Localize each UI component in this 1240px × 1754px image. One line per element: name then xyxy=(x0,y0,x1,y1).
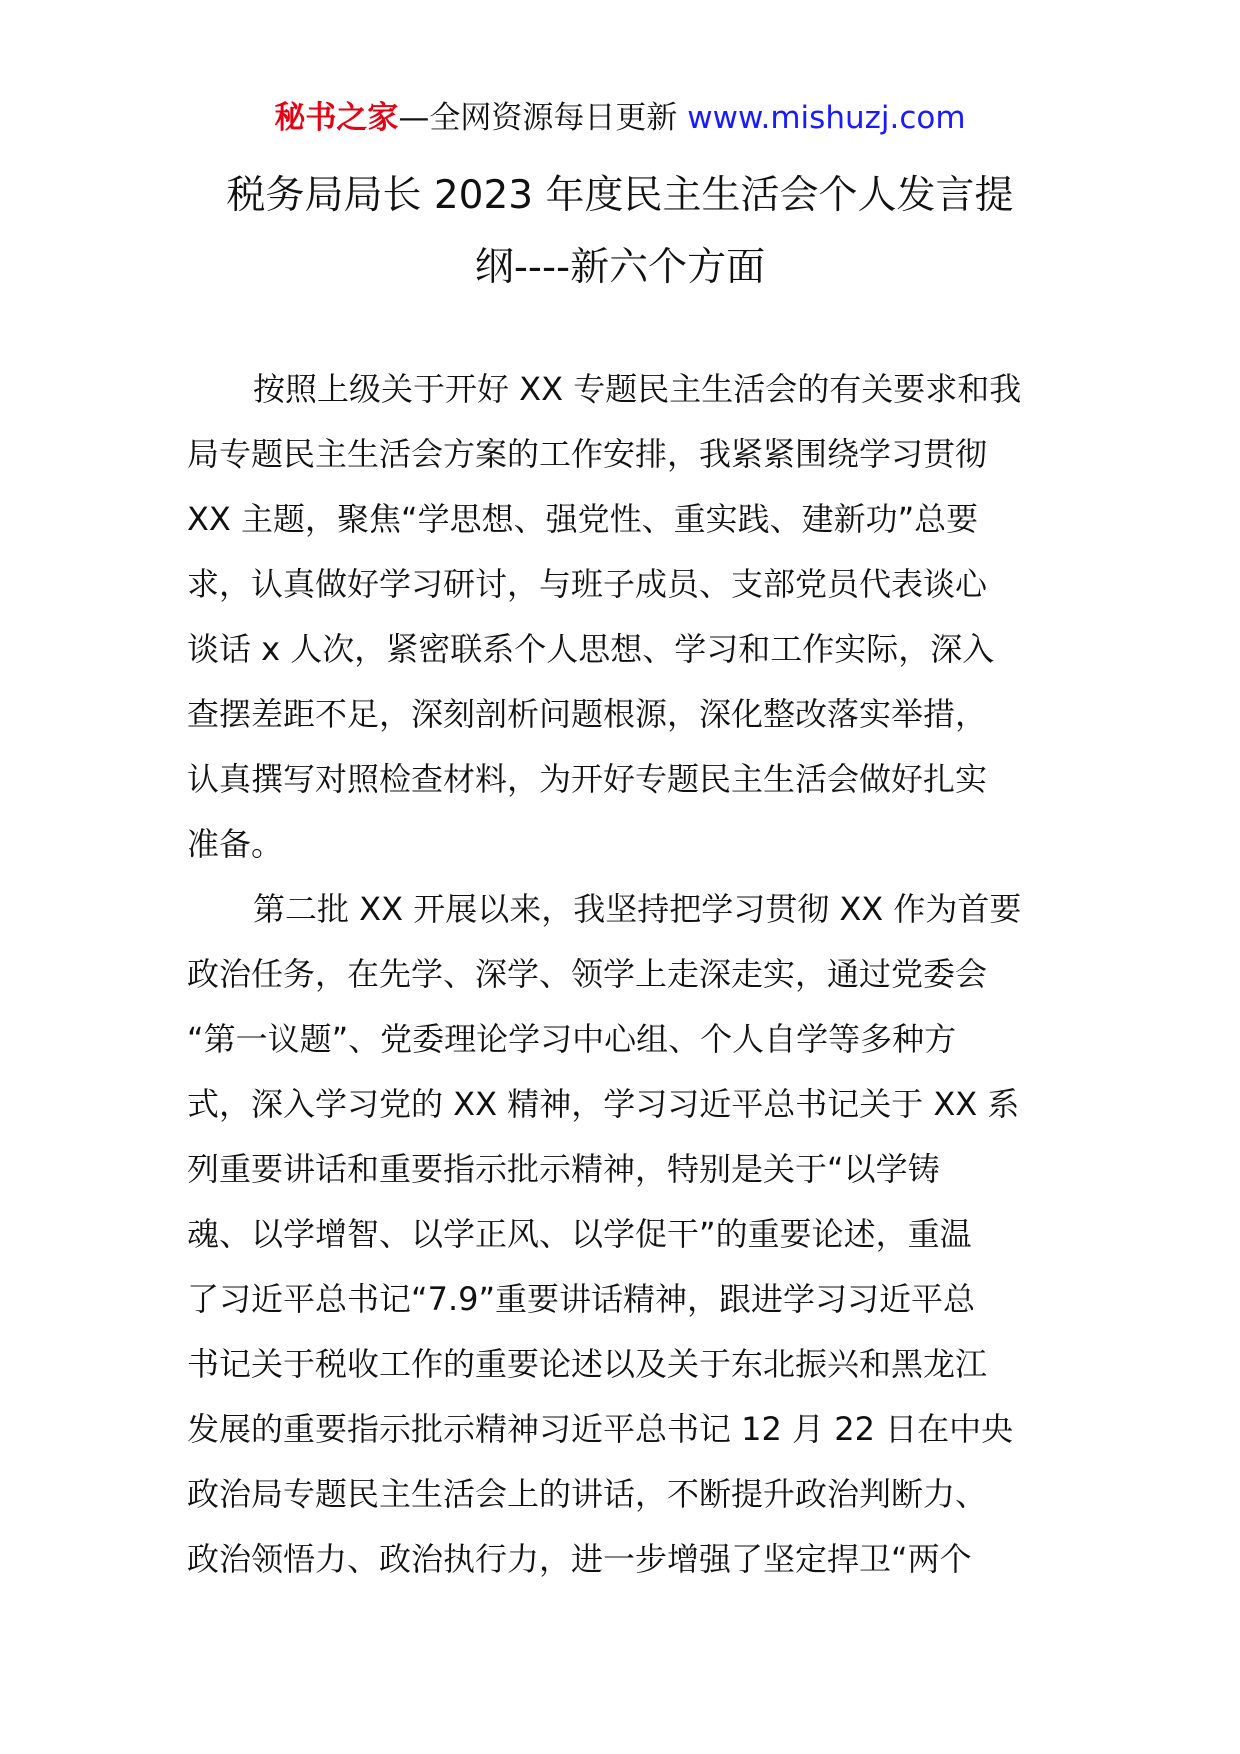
paragraph-line: 准备。 xyxy=(187,825,284,863)
paragraph-line: 谈话 x 人次，紧密联系个人思想、学习和工作实际，深入 xyxy=(187,630,995,668)
brand-name: 秘书之家 xyxy=(274,100,399,136)
paragraph-line: XX 主题，聚焦“学思想、强党性、重实践、建新功”总要 xyxy=(187,500,979,538)
site-url-link[interactable]: www.mishuzj.com xyxy=(687,100,966,136)
title-line: 税务局局长 2023 年度民主生活会个人发言提 xyxy=(226,173,1014,218)
paragraph-line: 查摆差距不足，深刻剖析问题根源，深化整改落实举措， xyxy=(187,695,988,733)
header-tagline: —全网资源每日更新 xyxy=(398,100,678,136)
paragraph-line: 第二批 XX 开展以来，我坚持把学习贯彻 XX 作为首要 xyxy=(253,890,1022,928)
paragraph-line: “第一议题”、党委理论学习中心组、个人自学等多种方 xyxy=(187,1020,957,1058)
paragraph-line: 局专题民主生活会方案的工作安排，我紧紧围绕学习贯彻 xyxy=(187,435,988,473)
paragraph-line: 政治局专题民主生活会上的讲话，不断提升政治判断力、 xyxy=(187,1475,988,1513)
paragraph-line: 政治领悟力、政治执行力，进一步增强了坚定捍卫“两个 xyxy=(187,1540,972,1578)
paragraph xyxy=(187,877,1067,1592)
paragraph-line: 求，认真做好学习研讨，与班子成员、支部党员代表谈心 xyxy=(187,565,988,603)
paragraph-line: 魂、以学增智、以学正风、以学促干”的重要论述，重温 xyxy=(187,1215,972,1253)
document-body xyxy=(187,357,1067,1592)
paragraph-line: 按照上级关于开好 XX 专题民主生活会的有关要求和我 xyxy=(253,370,1022,408)
paragraph-line: 书记关于税收工作的重要论述以及关于东北振兴和黑龙江 xyxy=(187,1345,988,1383)
paragraph-line: 认真撰写对照检查材料，为开好专题民主生活会做好扎实 xyxy=(187,760,988,798)
paragraph-line: 发展的重要指示批示精神习近平总书记 12 月 22 日在中央 xyxy=(187,1410,1014,1448)
document-title xyxy=(150,160,1090,304)
paragraph-line: 列重要讲话和重要指示批示精神，特别是关于“以学铸 xyxy=(187,1150,940,1188)
title-line: 纲----新六个方面 xyxy=(474,245,766,290)
paragraph-line: 政治任务，在先学、深学、领学上走深走实，通过党委会 xyxy=(187,955,988,993)
paragraph xyxy=(187,357,1067,877)
paragraph-line: 了习近平总书记“7.9”重要讲话精神，跟进学习习近平总 xyxy=(187,1280,976,1318)
paragraph-line: 式，深入学习党的 XX 精神，学习习近平总书记关于 XX 系 xyxy=(187,1085,1020,1123)
site-header xyxy=(0,98,1240,138)
